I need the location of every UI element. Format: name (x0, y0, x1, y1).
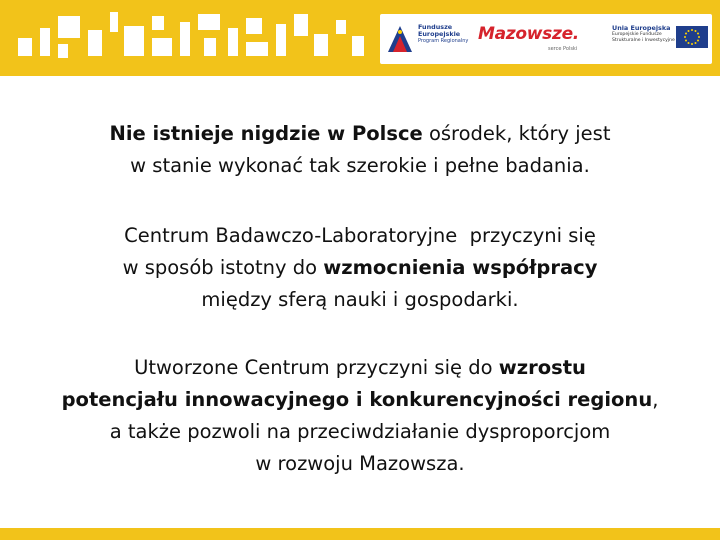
p3-line1-pre: Utworzone Centrum przyczyni się do (134, 356, 499, 379)
logo-strip (380, 14, 712, 64)
p3-line4: w rozwoju Mazowsza. (255, 452, 465, 475)
p1-rest-line1: ośrodek, który jest (422, 122, 611, 145)
region-logo (478, 24, 590, 56)
footer-bar (0, 528, 720, 540)
p1-bold: Nie istnieje nigdzie w Polsce (109, 122, 423, 145)
p2-line3: między sferą nauki i gospodarki. (201, 288, 519, 311)
p2-line2-bold: wzmocnienia współpracy (323, 256, 598, 279)
p3-line3: a także pozwoli na przeciwdziałanie dysproporcjom (109, 420, 611, 443)
paragraph-1 (20, 118, 700, 182)
paragraph-2 (20, 220, 700, 316)
header-bar (0, 0, 720, 76)
p1-line2: w stanie wykonać tak szerokie i pełne badania. (130, 154, 590, 177)
region-logo-tagline: serce Polski (548, 46, 578, 52)
p3-line2-bold: potencjału innowacyjnego i konkurencyjności regionu (61, 388, 653, 411)
p2-line1: Centrum Badawczo-Laboratoryjne przyczyni się (124, 224, 596, 247)
eu-logo-line3: Strukturalne i Inwestycyjne (612, 37, 675, 43)
funds-logo-sub: Program Regionalny (418, 38, 469, 45)
funds-logo-line1: Fundusze (418, 23, 453, 31)
region-logo-word: Mazowsze. (478, 24, 579, 44)
eu-logo-line2: Europejskie Fundusze (612, 32, 662, 37)
eu-flag-icon (676, 26, 708, 48)
funds-logo-line2: Europejskie (418, 30, 461, 39)
decorative-pattern (0, 0, 380, 76)
p3-line2-post: , (652, 388, 659, 411)
eu-logo-line1: Unia Europejska (612, 24, 671, 32)
funds-logo (386, 22, 472, 58)
paragraph-3 (20, 352, 700, 480)
eu-logo (612, 22, 708, 58)
funds-flag-icon (386, 24, 414, 54)
p3-line1-bold: wzrostu (498, 356, 586, 379)
p2-line2-pre: w sposób istotny do (122, 256, 324, 279)
